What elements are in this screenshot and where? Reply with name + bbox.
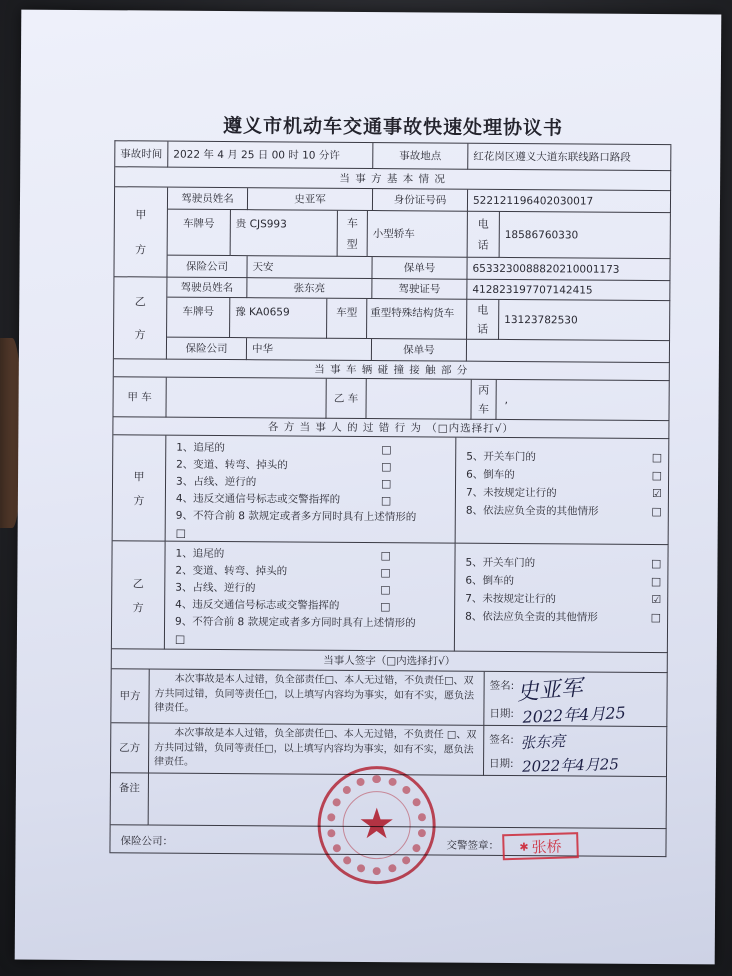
vehicle-c-label bbox=[471, 380, 496, 420]
vehicle-b-label: 乙 车 bbox=[326, 379, 366, 419]
checkbox-icon: □ bbox=[650, 610, 662, 625]
fault-item-label: 6、倒车的 bbox=[466, 468, 515, 482]
vehicle-a-label: 甲 车 bbox=[113, 377, 166, 417]
party-b-license-number: 412823197707142415 bbox=[467, 280, 670, 301]
list-item bbox=[175, 563, 448, 582]
checkbox-icon: ☑ bbox=[652, 486, 663, 501]
fault-item-label: 2、变道、转弯、掉头的 bbox=[176, 458, 288, 472]
footer-police-label: 交警签章： bbox=[446, 839, 500, 852]
party-a-insurer: 天安 bbox=[247, 256, 372, 279]
fault-item-label: 4、违反交通信号标志或交警指挥的 bbox=[175, 598, 340, 612]
party-a-phone-label-top: 电 bbox=[477, 218, 489, 232]
fault-item-label: 4、违反交通信号标志或交警指挥的 bbox=[175, 492, 341, 506]
party-a-insurer-label: 保险公司 bbox=[167, 256, 247, 279]
party-b-policy-label: 保单号 bbox=[372, 339, 467, 362]
list-item bbox=[466, 484, 664, 503]
accident-time-value: 2022 年 4 月 25 日 00 时 10 分许 bbox=[168, 142, 373, 169]
party-a-plate-label: 车牌号 bbox=[168, 210, 231, 256]
signature-a-statement: 本次事故是本人过错，负全部责任□、本人无过错，不负责任□、双方共同过错，负同等责任□，以上填写内容均为事实，如有不实，愿负法律责任。 bbox=[149, 669, 484, 725]
signature-a-label: 甲方 bbox=[111, 669, 149, 723]
party-a-plate: 贵 CJS993 bbox=[231, 210, 338, 257]
party-a-driver-name: 史亚军 bbox=[248, 188, 373, 211]
list-item bbox=[176, 491, 449, 510]
signature-a-sign-label: 签名: bbox=[489, 679, 515, 693]
party-b-policy-number bbox=[467, 340, 670, 363]
party-a-fields bbox=[167, 188, 671, 282]
party-b-driver-name: 张东亮 bbox=[247, 278, 372, 299]
signature-a-handwritten-date: 2022年4月25 bbox=[522, 703, 627, 727]
checkbox-icon: □ bbox=[175, 526, 187, 540]
fault-a-right-list bbox=[456, 438, 670, 545]
agreement-form-table bbox=[109, 140, 671, 857]
fault-a-label bbox=[113, 435, 167, 541]
accident-place-label: 事故地点 bbox=[373, 143, 468, 170]
checkbox-icon: □ bbox=[380, 494, 392, 508]
checkbox-icon: □ bbox=[381, 460, 392, 474]
fault-item-label: 9、不符合前 8 款规定或者多方同时具有上述情形的 bbox=[175, 509, 417, 524]
party-b-plate: 豫 KA0659 bbox=[230, 298, 327, 339]
party-b-vehicle-row bbox=[167, 298, 670, 342]
party-a-type-label bbox=[338, 211, 368, 257]
party-b-phone-label-top: 电 bbox=[477, 304, 489, 318]
list-item bbox=[465, 590, 663, 609]
fault-item-label: 3、占线、逆行的 bbox=[175, 581, 256, 595]
accident-time-label: 事故时间 bbox=[115, 141, 168, 167]
list-item bbox=[176, 474, 449, 493]
signature-b-statement: 本次事故是本人过错，负全部责任□、本人无过错，不负责任 □、双方共同过错，负同等责任□，以上填写内容均为事实，如有不实，愿负法律责任。 bbox=[149, 723, 484, 775]
checkbox-icon: □ bbox=[651, 556, 662, 571]
fault-item-label: 7、未按规定让行的 bbox=[465, 486, 557, 500]
fault-item-label: 7、未按规定让行的 bbox=[465, 592, 556, 606]
list-item bbox=[176, 440, 449, 459]
fault-item-label: 5、开关车门的 bbox=[466, 450, 536, 464]
party-b-label bbox=[114, 277, 168, 359]
party-b-insurer-label: 保险公司 bbox=[167, 338, 247, 361]
fault-item-label: 8、依法应负全责的其他情形 bbox=[465, 504, 599, 518]
fault-item-label: 1、追尾的 bbox=[176, 441, 225, 455]
signature-b-handwritten-date: 2022年4月25 bbox=[521, 755, 620, 776]
checkbox-icon: □ bbox=[651, 504, 662, 519]
signature-header: 当事人签字（□内选择打√） bbox=[112, 649, 668, 673]
fault-a-label-bottom: 方 bbox=[133, 493, 145, 507]
party-a-driver-label: 驾驶员姓名 bbox=[168, 188, 248, 211]
vehicle-b-contact-part bbox=[366, 379, 471, 420]
party-b-fields bbox=[167, 278, 671, 364]
signature-b-label: 乙方 bbox=[111, 723, 149, 773]
party-a-policy-number: 6533230088820210001173 bbox=[467, 258, 670, 281]
checkbox-icon: □ bbox=[380, 600, 391, 614]
fault-b-label-top: 乙 bbox=[132, 576, 144, 590]
fault-item-label: 9、不符合前 8 款规定或者多方同时具有上述情形的 bbox=[175, 615, 416, 630]
agreement-paper bbox=[15, 10, 722, 965]
party-b-info bbox=[114, 277, 671, 363]
party-b-driver-label: 驾驶员姓名 bbox=[167, 278, 247, 299]
party-a-label-top: 甲 bbox=[135, 208, 147, 222]
signature-b-sign-label: 签名: bbox=[489, 733, 514, 747]
party-b-type-label: 车型 bbox=[327, 299, 367, 339]
checkbox-icon: □ bbox=[651, 450, 663, 465]
fault-b-right-list bbox=[455, 544, 669, 653]
list-item bbox=[175, 631, 448, 650]
fault-item-label: 8、依法应负全责的其他情形 bbox=[465, 610, 598, 624]
party-a-phone-label-bottom: 话 bbox=[477, 238, 489, 252]
fault-a-left-list bbox=[166, 436, 457, 544]
official-seal bbox=[317, 766, 436, 885]
signature-b-handwritten-name: 张东亮 bbox=[519, 732, 566, 753]
checkbox-icon: ☑ bbox=[651, 592, 662, 607]
footer-insurer-label: 保险公司： bbox=[120, 835, 174, 848]
police-signature-stamp bbox=[502, 832, 579, 860]
party-b-license-label: 驾驶证号 bbox=[372, 279, 467, 300]
signature-b-sign-area bbox=[484, 726, 667, 777]
collision-header: 当 事 车 辆 碰 撞 接 触 部 分 bbox=[114, 359, 670, 381]
fault-b-label-bottom: 方 bbox=[132, 600, 144, 614]
signature-b-date-label: 日期: bbox=[489, 757, 514, 771]
party-a-policy-label: 保单号 bbox=[372, 257, 467, 280]
signature-a-date-label: 日期: bbox=[489, 707, 515, 721]
signature-a-sign-area bbox=[484, 672, 667, 727]
list-item bbox=[176, 457, 449, 476]
fault-item-label: 3、占线、逆行的 bbox=[175, 475, 257, 489]
police-stamp-name: 张桥 bbox=[531, 837, 562, 856]
party-b-insurer: 中华 bbox=[247, 338, 372, 361]
party-a-label-bottom: 方 bbox=[135, 243, 147, 257]
party-b-label-top: 乙 bbox=[134, 295, 146, 309]
vehicle-c-label-bottom: 车 bbox=[478, 402, 490, 416]
fault-item-label: 1、追尾的 bbox=[175, 547, 225, 560]
police-emblem-icon: ✱ bbox=[519, 840, 529, 854]
list-item bbox=[466, 466, 664, 485]
party-b-label-bottom: 方 bbox=[134, 328, 146, 342]
list-item bbox=[465, 554, 663, 573]
party-b-vehicle-type: 重型特殊结构货车 bbox=[367, 299, 467, 340]
parties-header: 当 事 方 基 本 情 况 bbox=[115, 167, 671, 191]
checkbox-icon: □ bbox=[380, 583, 391, 597]
party-a-type-label-bottom: 型 bbox=[346, 237, 358, 251]
vehicle-a-contact-part bbox=[166, 378, 326, 419]
fault-b-label bbox=[112, 541, 166, 649]
list-item bbox=[175, 580, 448, 599]
document-title: 遵义市机动车交通事故快速处理协议书 bbox=[222, 114, 564, 140]
list-item bbox=[176, 508, 449, 527]
checkbox-icon: □ bbox=[380, 549, 391, 563]
seal-star-icon: ★ bbox=[357, 798, 396, 849]
checkbox-icon: □ bbox=[381, 443, 392, 457]
checkbox-icon: □ bbox=[651, 468, 663, 483]
accident-place-value: 红花岗区遵义大道东联线路口路段 bbox=[468, 144, 671, 171]
party-a-vehicle-type: 小型轿车 bbox=[368, 211, 468, 258]
list-item bbox=[465, 608, 663, 627]
party-a-label bbox=[114, 187, 168, 277]
fault-item-label: 6、倒车的 bbox=[465, 574, 515, 588]
fault-a-label-top: 甲 bbox=[133, 469, 145, 483]
list-item bbox=[466, 448, 664, 467]
checkbox-icon: □ bbox=[174, 632, 186, 646]
list-item bbox=[175, 614, 448, 633]
list-item bbox=[466, 502, 664, 521]
collision-row bbox=[113, 377, 669, 421]
fault-b-left-list bbox=[165, 542, 456, 652]
party-a-info bbox=[114, 187, 671, 281]
fault-item-label: 2、变道、转弯、掉头的 bbox=[175, 564, 288, 578]
party-b-phone: 13123782530 bbox=[499, 300, 670, 341]
list-item bbox=[175, 597, 448, 616]
list-item bbox=[465, 572, 663, 591]
checkbox-icon: □ bbox=[650, 574, 662, 589]
party-a-phone: 18586760330 bbox=[500, 212, 671, 259]
fault-block-party-a bbox=[113, 435, 670, 545]
party-a-phone-label bbox=[468, 212, 500, 258]
list-item bbox=[176, 525, 449, 544]
party-a-type-label-top: 车 bbox=[346, 217, 358, 231]
remarks-label: 备注 bbox=[111, 773, 149, 825]
fault-block-party-b bbox=[112, 541, 669, 653]
party-a-id-label: 身份证号码 bbox=[373, 189, 468, 212]
accident-info-row bbox=[115, 141, 671, 171]
checkbox-icon: □ bbox=[380, 566, 391, 580]
checkbox-icon: □ bbox=[380, 477, 392, 491]
fault-header: 各 方 当 事 人 的 过 错 行 为 （□内选择打√） bbox=[113, 417, 669, 439]
party-b-phone-label-bottom: 话 bbox=[477, 322, 489, 336]
signature-a-handwritten-name: 史亚军 bbox=[515, 675, 584, 706]
list-item bbox=[175, 546, 448, 565]
party-b-phone-label bbox=[467, 300, 499, 340]
fault-item-label: 5、开关车门的 bbox=[465, 556, 536, 570]
vehicle-c-label-top: 丙 bbox=[478, 384, 490, 398]
party-a-id-number: 522121196402030017 bbox=[468, 190, 671, 213]
signature-block-party-a bbox=[111, 669, 667, 727]
party-b-plate-label: 车牌号 bbox=[167, 298, 230, 338]
vehicle-c-contact-part: , bbox=[496, 380, 669, 421]
party-a-vehicle-row bbox=[168, 210, 671, 260]
